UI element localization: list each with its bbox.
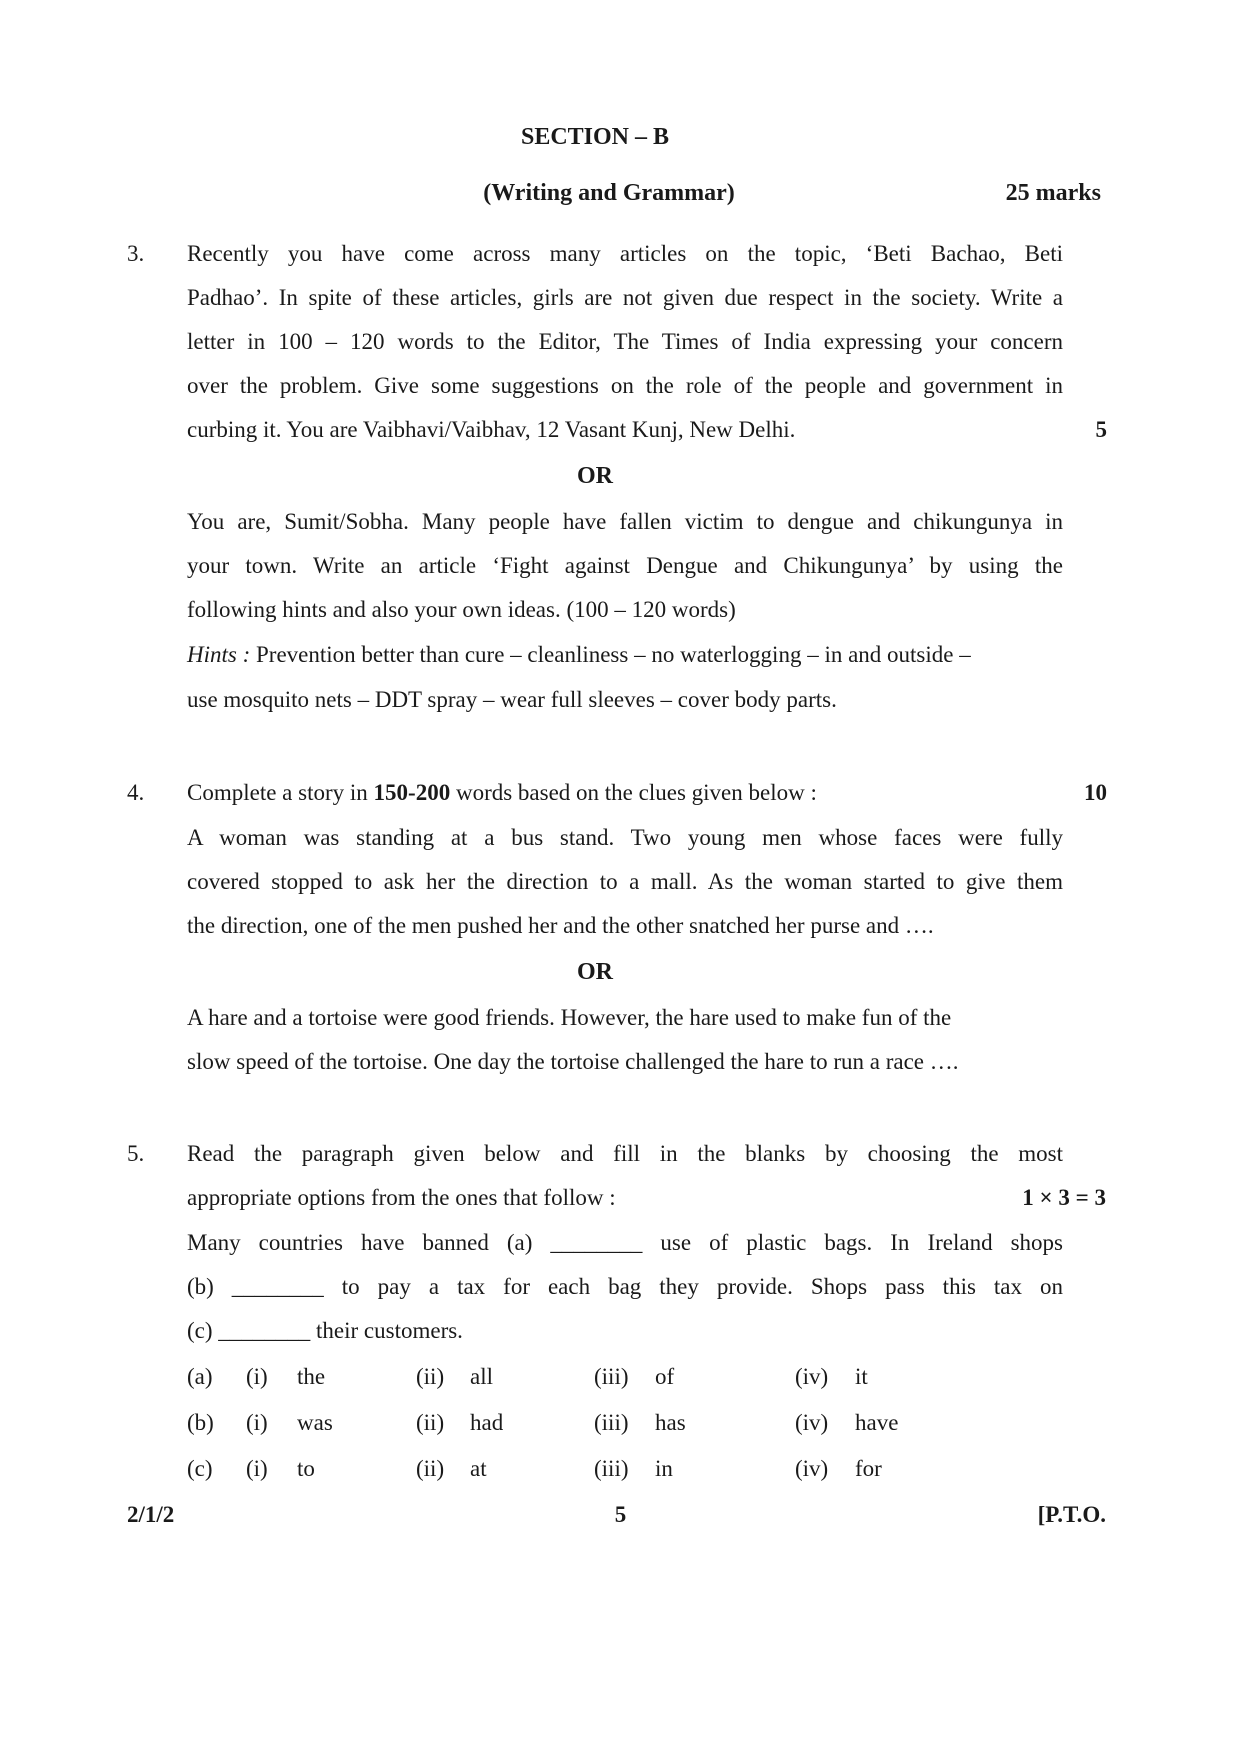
question-3-marks: 5 xyxy=(1095,417,1107,442)
question-3-number: 3. xyxy=(127,241,145,266)
question-4-alt-line-1: A hare and a tortoise were good friends. However, the hare used to make fun of the xyxy=(187,1005,952,1030)
question-5-line-1: Read the paragraph given below and fill in the blanks by choosing the most xyxy=(187,1141,1063,1166)
option-label: (c) xyxy=(187,1456,213,1481)
question-3-line-4: over the problem. Give some suggestions on the role of the people and government in xyxy=(187,373,1063,398)
section-subtitle: (Writing and Grammar) xyxy=(483,180,735,206)
option-ii-value: at xyxy=(470,1456,487,1481)
question-4-line-1: A woman was standing at a bus stand. Two young men whose faces were fully xyxy=(187,825,1063,850)
options-row-b xyxy=(0,1410,1241,1440)
question-3-line-2: Padhao’. In spite of these articles, girls are not given due respect in the society. Write a xyxy=(187,285,1063,310)
page-number: 5 xyxy=(614,1502,627,1527)
question-3-line-1: Recently you have come across many articles on the topic, ‘Beti Bachao, Beti xyxy=(187,241,1063,266)
option-iv-value: it xyxy=(855,1364,868,1389)
option-i-label: (i) xyxy=(246,1364,268,1389)
intro-text-after: words based on the clues given below : xyxy=(450,780,817,805)
option-iii-value: in xyxy=(655,1456,673,1481)
option-label: (a) xyxy=(187,1364,213,1389)
option-ii-label: (ii) xyxy=(416,1410,445,1435)
section-title: SECTION – B xyxy=(520,124,670,150)
question-4-line-3: the direction, one of the men pushed her and the other snatched her purse and …. xyxy=(187,913,934,938)
hints-text: Prevention better than cure – cleanliness – no waterlogging – in and outside – xyxy=(250,642,971,667)
word-limit: 150-200 xyxy=(373,780,451,805)
option-iv-value: have xyxy=(855,1410,899,1435)
option-label: (b) xyxy=(187,1410,214,1435)
question-5-para-line-1: Many countries have banned (a) ________ use of plastic bags. In Ireland shops xyxy=(187,1230,1063,1255)
question-3-alt-line-2: your town. Write an article ‘Fight against Dengue and Chikungunya’ by using the xyxy=(187,553,1063,578)
question-4-or: OR xyxy=(577,959,613,985)
option-iv-label: (iv) xyxy=(795,1410,829,1435)
pto-label: [P.T.O. xyxy=(1037,1502,1106,1527)
question-5-number: 5. xyxy=(127,1141,145,1166)
option-iii-label: (iii) xyxy=(594,1364,629,1389)
option-iv-label: (iv) xyxy=(795,1364,829,1389)
options-row-a xyxy=(0,1364,1241,1394)
option-i-label: (i) xyxy=(246,1410,268,1435)
option-iv-value: for xyxy=(855,1456,882,1481)
option-ii-value: had xyxy=(470,1410,504,1435)
option-i-value: the xyxy=(297,1364,326,1389)
question-5-para-line-2: (b) ________ to pay a tax for each bag they provide. Shops pass this tax on xyxy=(187,1274,1063,1299)
option-ii-label: (ii) xyxy=(416,1364,445,1389)
question-3-line-3: letter in 100 – 120 words to the Editor, The Times of India expressing your concern xyxy=(187,329,1063,354)
question-5-para-line-3: (c) ________ their customers. xyxy=(187,1318,463,1343)
question-5-marks: 1 × 3 = 3 xyxy=(1022,1185,1106,1210)
question-3-hints-line-2: use mosquito nets – DDT spray – wear full sleeves – cover body parts. xyxy=(187,687,837,712)
option-ii-label: (ii) xyxy=(416,1456,445,1481)
question-4-intro xyxy=(187,780,1063,806)
question-4-line-2: covered stopped to ask her the direction to a mall. As the woman started to give them xyxy=(187,869,1063,894)
options-row-c xyxy=(0,1456,1241,1486)
question-4-alt-line-2: slow speed of the tortoise. One day the tortoise challenged the hare to run a race …. xyxy=(187,1049,959,1074)
question-3-line-5: curbing it. You are Vaibhavi/Vaibhav, 12 Vasant Kunj, New Delhi. xyxy=(187,417,796,442)
option-i-value: was xyxy=(297,1410,333,1435)
intro-text-before: Complete a story in xyxy=(187,780,374,805)
hints-label: Hints : xyxy=(187,642,251,667)
option-i-label: (i) xyxy=(246,1456,268,1481)
question-3-alt-line-3: following hints and also your own ideas. (100 – 120 words) xyxy=(187,597,736,622)
paper-code: 2/1/2 xyxy=(127,1502,175,1527)
option-iv-label: (iv) xyxy=(795,1456,829,1481)
question-4-number: 4. xyxy=(127,780,145,805)
question-3-alt-line-1: You are, Sumit/Sobha. Many people have fallen victim to dengue and chikungunya in xyxy=(187,509,1063,534)
option-ii-value: all xyxy=(470,1364,493,1389)
option-iii-label: (iii) xyxy=(594,1410,629,1435)
question-3-hints-line-1 xyxy=(187,642,1063,668)
question-3-or: OR xyxy=(577,463,613,489)
question-4-marks: 10 xyxy=(1084,780,1107,805)
option-iii-value: of xyxy=(655,1364,675,1389)
option-i-value: to xyxy=(297,1456,315,1481)
option-iii-label: (iii) xyxy=(594,1456,629,1481)
question-5-line-2: appropriate options from the ones that follow : xyxy=(187,1185,616,1210)
section-marks: 25 marks xyxy=(1005,180,1101,206)
option-iii-value: has xyxy=(655,1410,686,1435)
